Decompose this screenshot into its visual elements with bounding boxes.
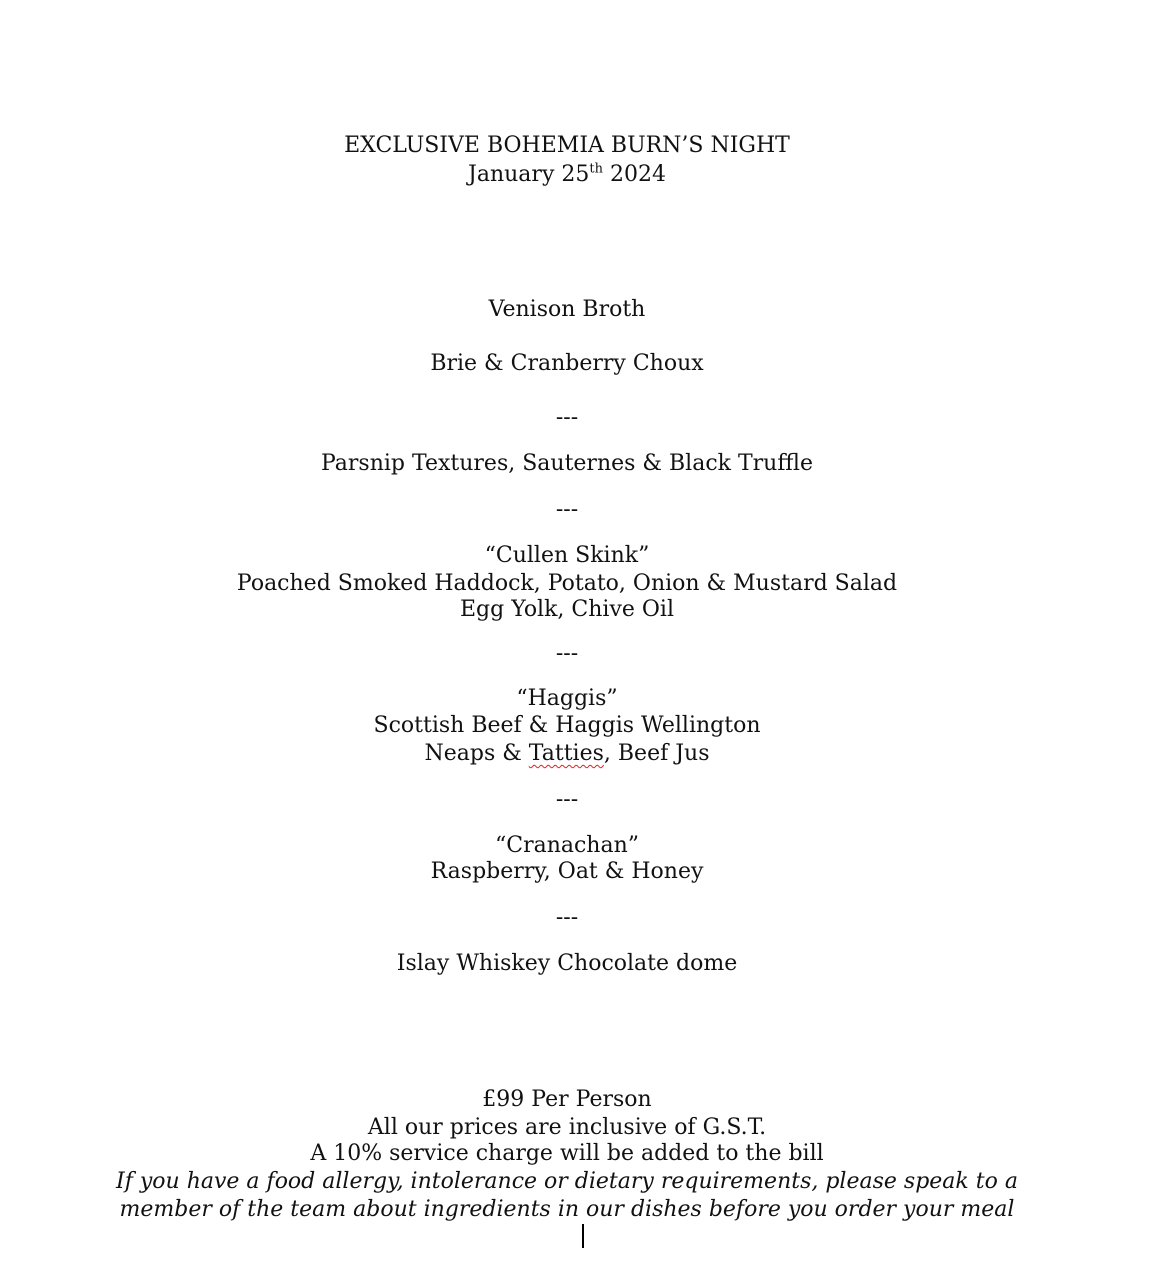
course-2-title: “Cullen Skink” — [484, 543, 650, 568]
course-3-title: “Haggis” — [516, 686, 618, 711]
course-separator: --- — [555, 497, 579, 522]
course-3-garnish-part-1: Neaps & — [424, 741, 529, 766]
allergy-note-line-1: If you have a food allergy, intolerance or dietary requirements, please speak to a — [116, 1169, 1018, 1194]
course-3-garnish — [0, 740, 1134, 768]
gst-note: All our prices are inclusive of G.S.T. — [367, 1115, 767, 1140]
course-3-description: Scottish Beef & Haggis Wellington — [373, 713, 761, 738]
event-date-month-day: January 25 — [468, 162, 590, 187]
price: £99 Per Person — [482, 1087, 652, 1112]
event-date — [0, 161, 1134, 189]
course-3-garnish-part-3: , Beef Jus — [603, 741, 710, 766]
service-charge-note: A 10% service charge will be added to the bill — [310, 1141, 824, 1166]
menu-title: EXCLUSIVE BOHEMIA BURN’S NIGHT — [344, 133, 790, 158]
course-separator: --- — [555, 405, 579, 430]
course-1: Parsnip Textures, Sauternes & Black Truffle — [320, 451, 814, 476]
course-separator: --- — [555, 641, 579, 666]
course-separator: --- — [555, 787, 579, 812]
course-2-description: Poached Smoked Haddock, Potato, Onion & Mustard Salad — [236, 571, 898, 596]
event-date-ordinal: th — [589, 161, 603, 177]
canape-1: Venison Broth — [488, 297, 646, 322]
course-4-title: “Cranachan” — [494, 833, 640, 858]
text-cursor — [582, 1224, 584, 1248]
event-date-year: 2024 — [602, 162, 666, 187]
spelling-flagged-word[interactable]: Tatties — [528, 741, 604, 766]
course-5: Islay Whiskey Chocolate dome — [396, 951, 738, 976]
course-2-garnish: Egg Yolk, Chive Oil — [459, 597, 675, 622]
course-separator: --- — [555, 905, 579, 930]
canape-2: Brie & Cranberry Choux — [430, 351, 704, 376]
allergy-note-line-2: member of the team about ingredients in our dishes before you order your meal — [119, 1197, 1015, 1222]
course-4-description: Raspberry, Oat & Honey — [430, 859, 704, 884]
